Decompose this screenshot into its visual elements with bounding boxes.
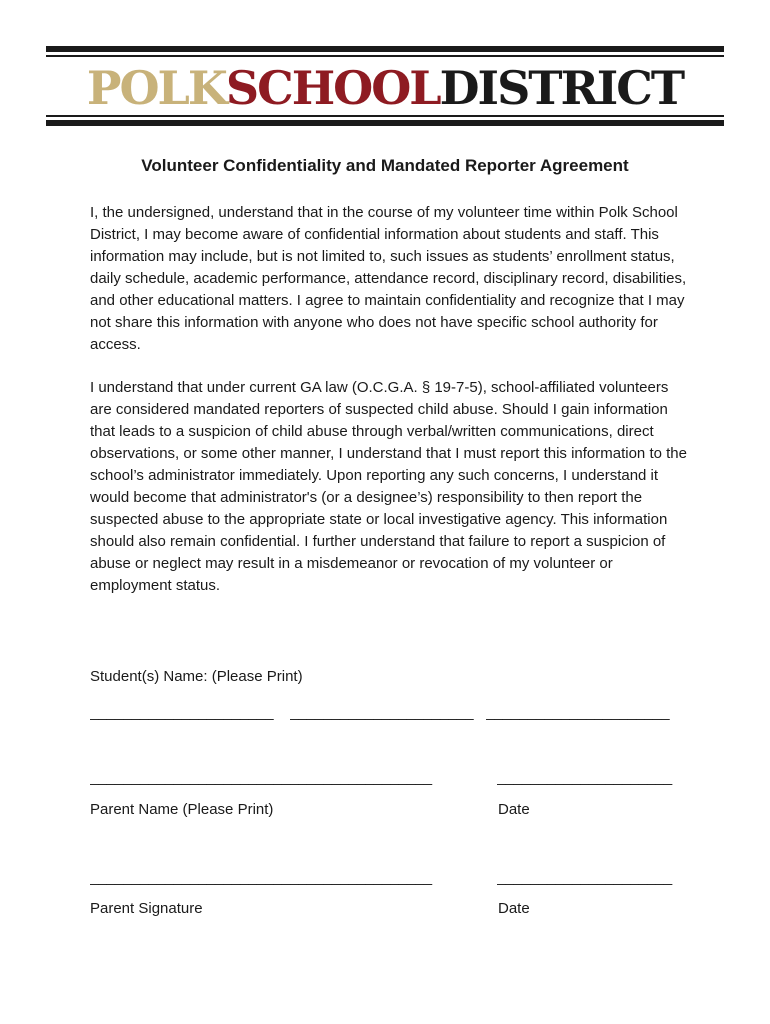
confidentiality-paragraph: I, the undersigned, understand that in the course of my volunteer time within Polk School District, I may become aware of confidential information about students and staff. This information may include, but is not limited to, such issues as students’ enrollment status, daily schedule, academic performance, attendance record, disciplinary record, disabilities, and other educational matters. I agree to maintain confidentiality and recognize that I may not share this information with anyone who does not have specific school authority for access. [90, 204, 687, 353]
top-rule-thin [46, 55, 724, 57]
bottom-rule-thin [46, 115, 724, 117]
student-name-field-1[interactable]: ______________________ [90, 704, 274, 721]
top-rule-thick [46, 46, 724, 52]
parent-signature-date-label: Date [498, 900, 530, 917]
student-name-field-2[interactable]: ______________________ [290, 704, 474, 721]
document-title: Volunteer Confidentiality and Mandated Reporter Agreement [141, 156, 629, 175]
logo-word-school: SCHOOL [225, 61, 440, 115]
parent-name-label: Parent Name (Please Print) [90, 801, 274, 818]
student-name-field-3[interactable]: ______________________ [486, 704, 670, 721]
mandated-reporter-paragraph: I understand that under current GA law (O.C.G.A. § 19-7-5), school-affiliated volunteers are considered mandated reporters of suspected child abuse. Should I gain information that leads to a suspicion of child abuse through verbal/written communications, direct observations, or some other manner, I understand that I must report this information to the school’s administrator immediately. Upon reporting any such concerns, I understand it would become that administrator's (or a designee’s) responsibility to then report the suspected abuse to the appropriate state or local investigative agency. This information should also remain confidential. I further understand that failure to report a suspicion of abuse or neglect may result in a misdemeanor or revocation of my volunteer or employment status. [90, 379, 687, 594]
parent-name-date-field[interactable]: _____________________ [497, 769, 673, 786]
parent-name-field[interactable]: _________________________________________ [90, 769, 433, 786]
bottom-rule-thick [46, 120, 724, 126]
logo-word-polk: POLK [86, 61, 226, 115]
parent-signature-field[interactable]: _________________________________________ [90, 869, 433, 886]
parent-signature-label: Parent Signature [90, 900, 203, 917]
logo-word-district: DISTRICT [439, 61, 684, 115]
parent-signature-date-field[interactable]: _____________________ [497, 869, 673, 886]
district-logo [46, 62, 724, 114]
students-name-label: Student(s) Name: (Please Print) [90, 668, 303, 685]
parent-name-date-label: Date [498, 801, 530, 818]
